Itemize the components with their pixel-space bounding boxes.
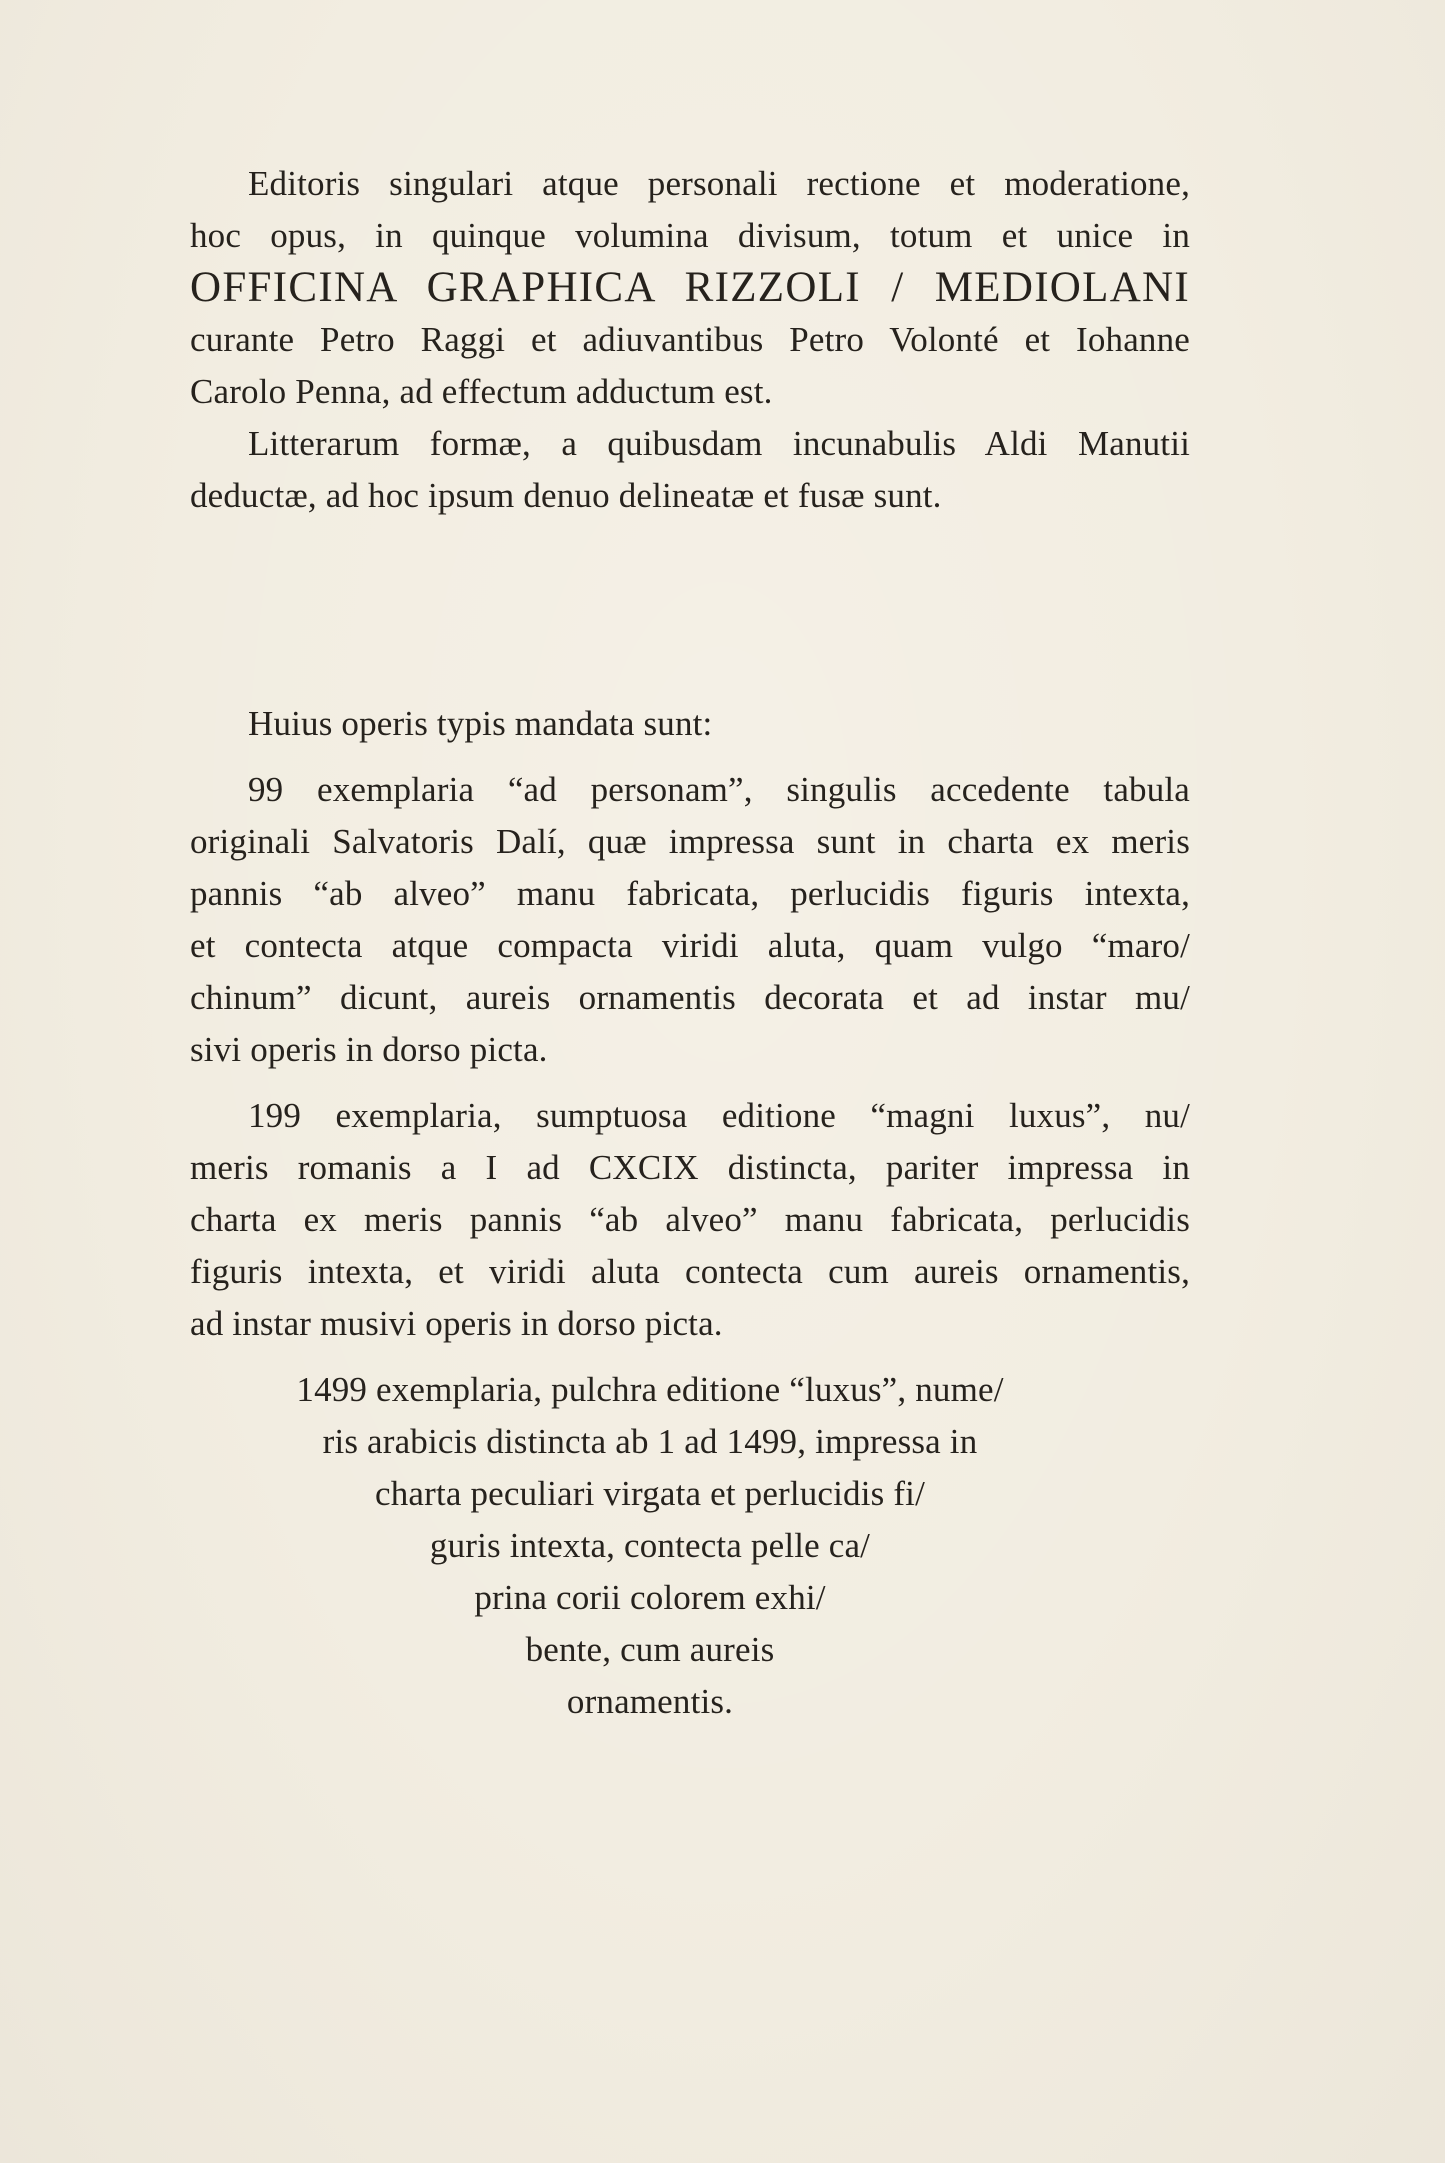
text-line: Carolo Penna, ad effectum adductum est.	[190, 372, 773, 411]
paragraph-edition-luxus	[190, 1364, 1190, 1728]
text-line: sivi operis in dorso picta.	[190, 1030, 548, 1069]
colophon-text	[190, 158, 1190, 1728]
text-line: ornamentis.	[566, 1682, 734, 1721]
text-line: Litterarum formæ, a quibusdam incunabulis Aldi Manutii	[248, 424, 1190, 463]
edition-heading: Huius operis typis mandata sunt:	[248, 704, 713, 743]
text-line: ris arabicis distincta ab 1 ad 1499, impressa in	[322, 1422, 978, 1461]
text-line: curante Petro Raggi et adiuvantibus Petro Volonté et Iohanne	[190, 320, 1190, 359]
text-line: figuris intexta, et viridi aluta contecta cum aureis ornamentis,	[190, 1252, 1190, 1291]
text-line: 199 exemplaria, sumptuosa editione “magni luxus”, nu/	[248, 1096, 1190, 1135]
text-line: et contecta atque compacta viridi aluta, quam vulgo “maro/	[190, 926, 1190, 965]
text-line: 1499 exemplaria, pulchra editione “luxus”, nume/	[296, 1370, 1004, 1409]
text-line: originali Salvatoris Dalí, quæ impressa sunt in charta ex meris	[190, 822, 1190, 861]
text-line: guris intexta, contecta pelle ca/	[429, 1526, 871, 1565]
paragraph-typefaces-note	[190, 418, 1190, 522]
text-line: pannis “ab alveo” manu fabricata, perlucidis figuris intexta,	[190, 874, 1190, 913]
text-line: deductæ, ad hoc ipsum denuo delineatæ et fusæ sunt.	[190, 476, 942, 515]
text-line: OFFICINA GRAPHICA RIZZOLI / MEDIOLANI	[190, 264, 1190, 311]
text-line: bente, cum aureis	[525, 1630, 775, 1669]
paragraph-edition-ad-personam	[190, 764, 1190, 1076]
text-line: meris romanis a I ad CXCIX distincta, pariter impressa in	[190, 1148, 1190, 1187]
paragraph-intro	[190, 158, 1190, 418]
text-line: ad instar musivi operis in dorso picta.	[190, 1304, 723, 1343]
paragraph-edition-magni-luxus	[190, 1090, 1190, 1350]
text-line: prina corii colorem exhi/	[474, 1578, 826, 1617]
text-line: Editoris singulari atque personali rectione et moderatione,	[248, 164, 1190, 203]
text-line: chinum” dicunt, aureis ornamentis decorata et ad instar mu/	[190, 978, 1190, 1017]
text-line: hoc opus, in quinque volumina divisum, totum et unice in	[190, 216, 1190, 255]
text-line: charta ex meris pannis “ab alveo” manu fabricata, perlucidis	[190, 1200, 1190, 1239]
text-line: charta peculiari virgata et perlucidis fi/	[375, 1474, 925, 1513]
text-line: 99 exemplaria “ad personam”, singulis accedente tabula	[248, 770, 1190, 809]
